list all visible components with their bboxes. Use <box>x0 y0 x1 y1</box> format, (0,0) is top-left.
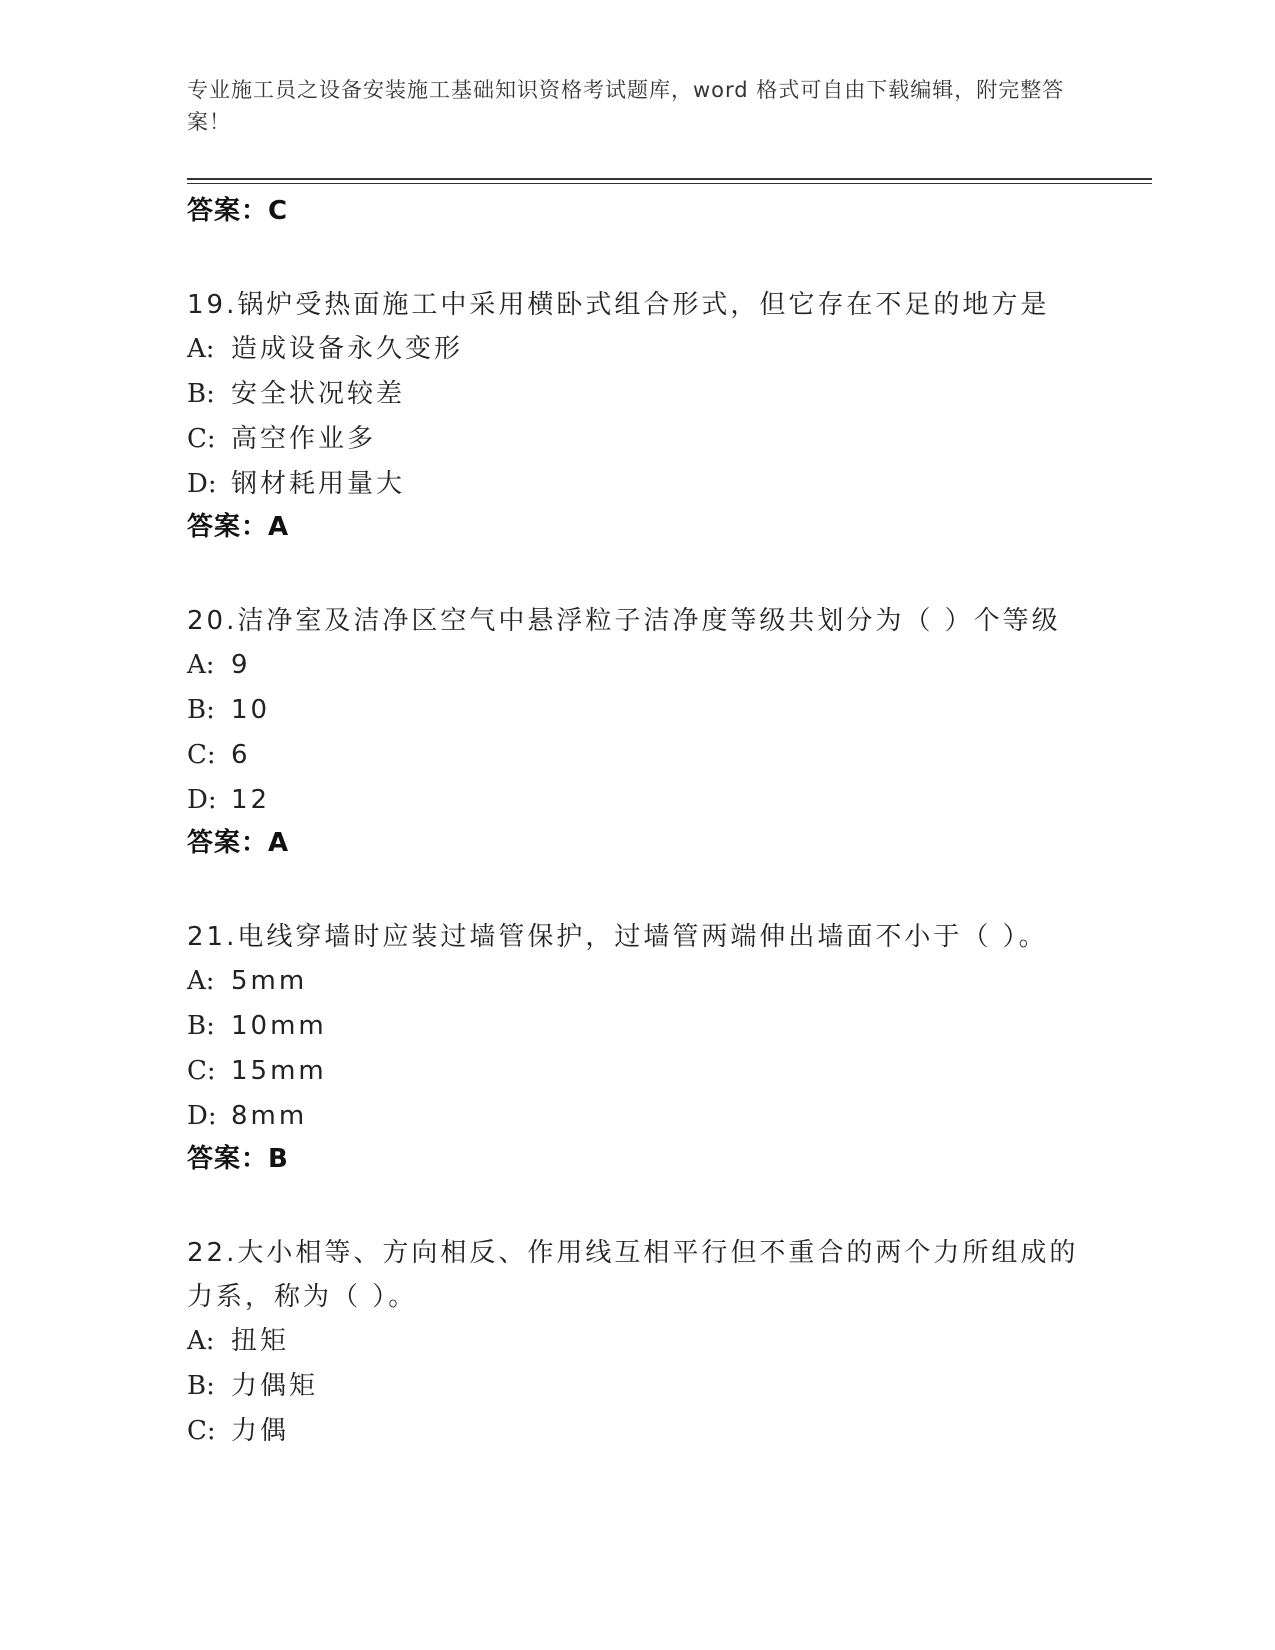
option-label: C: <box>187 424 216 454</box>
option-row <box>187 778 1087 823</box>
option-text: 10mm <box>231 1011 327 1041</box>
option-text: 8mm <box>231 1101 308 1131</box>
answer-line: 答案：C <box>187 196 289 226</box>
option-row <box>187 733 1087 778</box>
option-text: 10 <box>231 695 271 725</box>
option-label: A: <box>187 966 215 996</box>
option-label: A: <box>187 334 215 364</box>
answer-line: 答案：A <box>187 512 290 542</box>
option-text: 力偶 <box>231 1416 290 1446</box>
option-row <box>187 1364 1087 1409</box>
option-row <box>187 959 1087 1004</box>
option-label: B: <box>187 1371 215 1401</box>
question-title: 19.锅炉受热面施工中采用横卧式组合形式，但它存在不足的地方是 <box>187 290 1050 320</box>
option-row <box>187 372 1087 417</box>
answer-line: 答案：B <box>187 1144 289 1174</box>
option-text: 12 <box>231 785 271 815</box>
option-row <box>187 1004 1087 1049</box>
option-label: D: <box>187 1101 217 1131</box>
option-label: D: <box>187 469 217 499</box>
option-text: 钢材耗用量大 <box>231 469 406 499</box>
option-label: B: <box>187 379 215 409</box>
option-text: 6 <box>231 740 251 770</box>
option-text: 5mm <box>231 966 308 996</box>
option-row <box>187 1049 1087 1094</box>
question-title: 20.洁净室及洁净区空气中悬浮粒子洁净度等级共划分为（ ）个等级 <box>187 606 1061 636</box>
option-text: 15mm <box>231 1056 327 1086</box>
option-label: C: <box>187 1416 216 1446</box>
option-text: 高空作业多 <box>231 424 377 454</box>
header-rule-thick <box>187 178 1152 180</box>
question-block <box>187 915 1087 1179</box>
option-text: 9 <box>231 650 251 680</box>
option-row <box>187 462 1087 507</box>
option-text: 扭矩 <box>231 1326 290 1356</box>
option-label: D: <box>187 785 217 815</box>
option-label: B: <box>187 1011 215 1041</box>
question-list <box>187 191 1087 1454</box>
option-row <box>187 1319 1087 1364</box>
option-row <box>187 1409 1087 1454</box>
option-label: A: <box>187 1326 215 1356</box>
option-text: 力偶矩 <box>231 1371 319 1401</box>
question-block <box>187 283 1087 547</box>
question-title: 21.电线穿墙时应装过墙管保护，过墙管两端伸出墙面不小于（ ）。 <box>187 922 1048 952</box>
option-row <box>187 643 1087 688</box>
option-row <box>187 1094 1087 1139</box>
option-text: 造成设备永久变形 <box>231 334 464 364</box>
option-text: 安全状况较差 <box>231 379 406 409</box>
question-block <box>187 1231 1087 1454</box>
option-label: C: <box>187 740 216 770</box>
answer-line: 答案：A <box>187 828 290 858</box>
header-rule-thin <box>187 183 1152 184</box>
option-label: A: <box>187 650 215 680</box>
question-title: 22.大小相等、方向相反、作用线互相平行但不重合的两个力所组成的力系，称为（ ）。 <box>187 1238 1079 1312</box>
question-block <box>187 599 1087 863</box>
option-row <box>187 327 1087 372</box>
option-row <box>187 688 1087 733</box>
option-label: C: <box>187 1056 216 1086</box>
option-row <box>187 417 1087 462</box>
option-label: B: <box>187 695 215 725</box>
document-header: 专业施工员之设备安装施工基础知识资格考试题库，word 格式可自由下载编辑，附完整答案！ <box>187 78 1065 134</box>
